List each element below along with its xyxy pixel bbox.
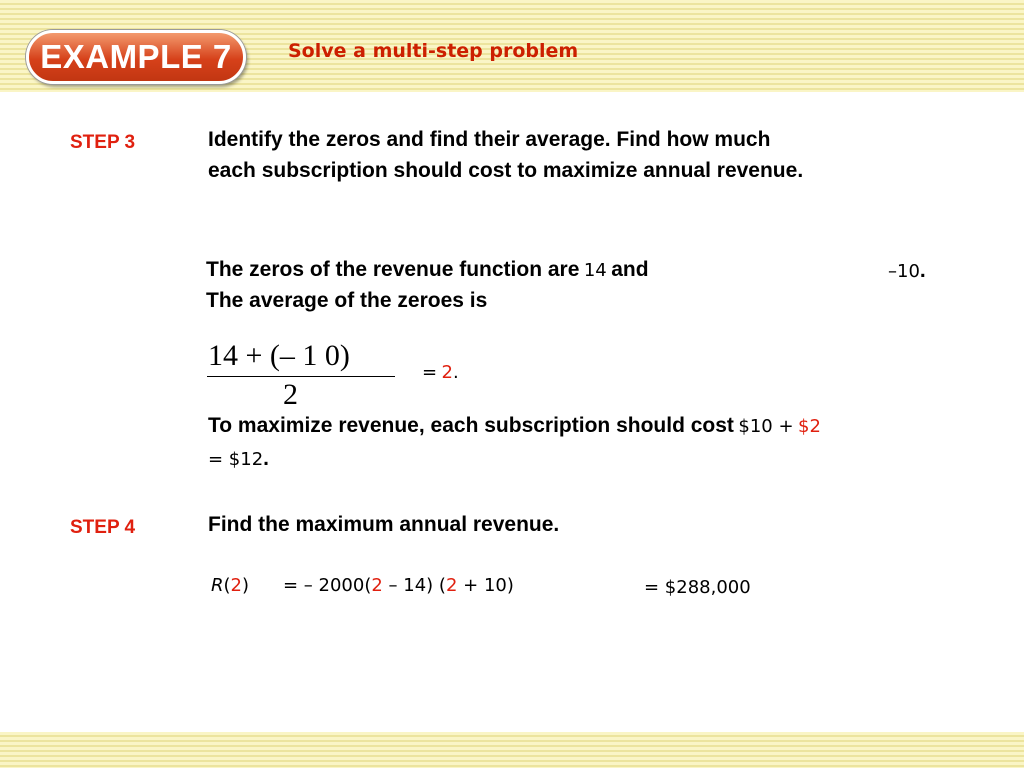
close-paren: ) (242, 575, 250, 596)
function-arg: 2 (230, 575, 242, 596)
expr-x2: 2 (445, 575, 458, 596)
revenue-result: = $288,000 (644, 577, 751, 598)
step4-label: STEP 4 (70, 517, 136, 538)
step3-instruction-line2: each subscription should cost to maximize annual revenue. (208, 159, 804, 182)
average-result (422, 362, 459, 383)
period-3: . (263, 447, 270, 470)
average-value: 2 (441, 362, 453, 383)
example-badge (26, 30, 246, 84)
zeros-text: The zeros of the revenue function are (206, 258, 580, 281)
cost-base: $10 + (738, 416, 794, 437)
maximize-text: To maximize revenue, each subscription should cost (208, 414, 734, 437)
expr-part3: + 10) (463, 575, 514, 596)
expr-part1: = – 2000( (283, 575, 372, 596)
step3-label: STEP 3 (70, 132, 136, 153)
footer-band (0, 732, 1024, 768)
fraction-denominator: 2 (283, 378, 298, 411)
zero-2-group (888, 259, 926, 283)
revenue-expression (283, 575, 514, 596)
and-text: and (611, 258, 649, 281)
revenue-function (211, 575, 249, 596)
step4-instruction: Find the maximum annual revenue. (208, 513, 560, 536)
example-badge-label: EXAMPLE 7 (40, 38, 232, 75)
page-title: Solve a multi-step problem (288, 40, 579, 62)
period-1: . (919, 259, 926, 282)
open-paren: ( (223, 575, 231, 596)
expr-x1: 2 (371, 575, 383, 596)
step3-instruction-line1: Identify the zeros and find their average. Find how much (208, 128, 771, 151)
fraction-numerator: 14 + (– 1 0) (208, 339, 350, 372)
cost-add: $2 (798, 416, 821, 437)
zeros-sentence (206, 258, 649, 282)
maximize-sentence (208, 414, 821, 438)
cost-total: = $12 (208, 449, 264, 470)
fraction-bar (207, 376, 395, 377)
average-text: The average of the zeroes is (206, 289, 488, 312)
cost-total-line (208, 447, 269, 471)
zero-1: 14 (583, 260, 607, 281)
equals-sign: = (422, 362, 438, 383)
expr-part2: – 14) ( (388, 575, 446, 596)
function-name: R (211, 575, 224, 596)
zero-2: –10 (888, 261, 920, 282)
period-2: . (453, 362, 459, 383)
